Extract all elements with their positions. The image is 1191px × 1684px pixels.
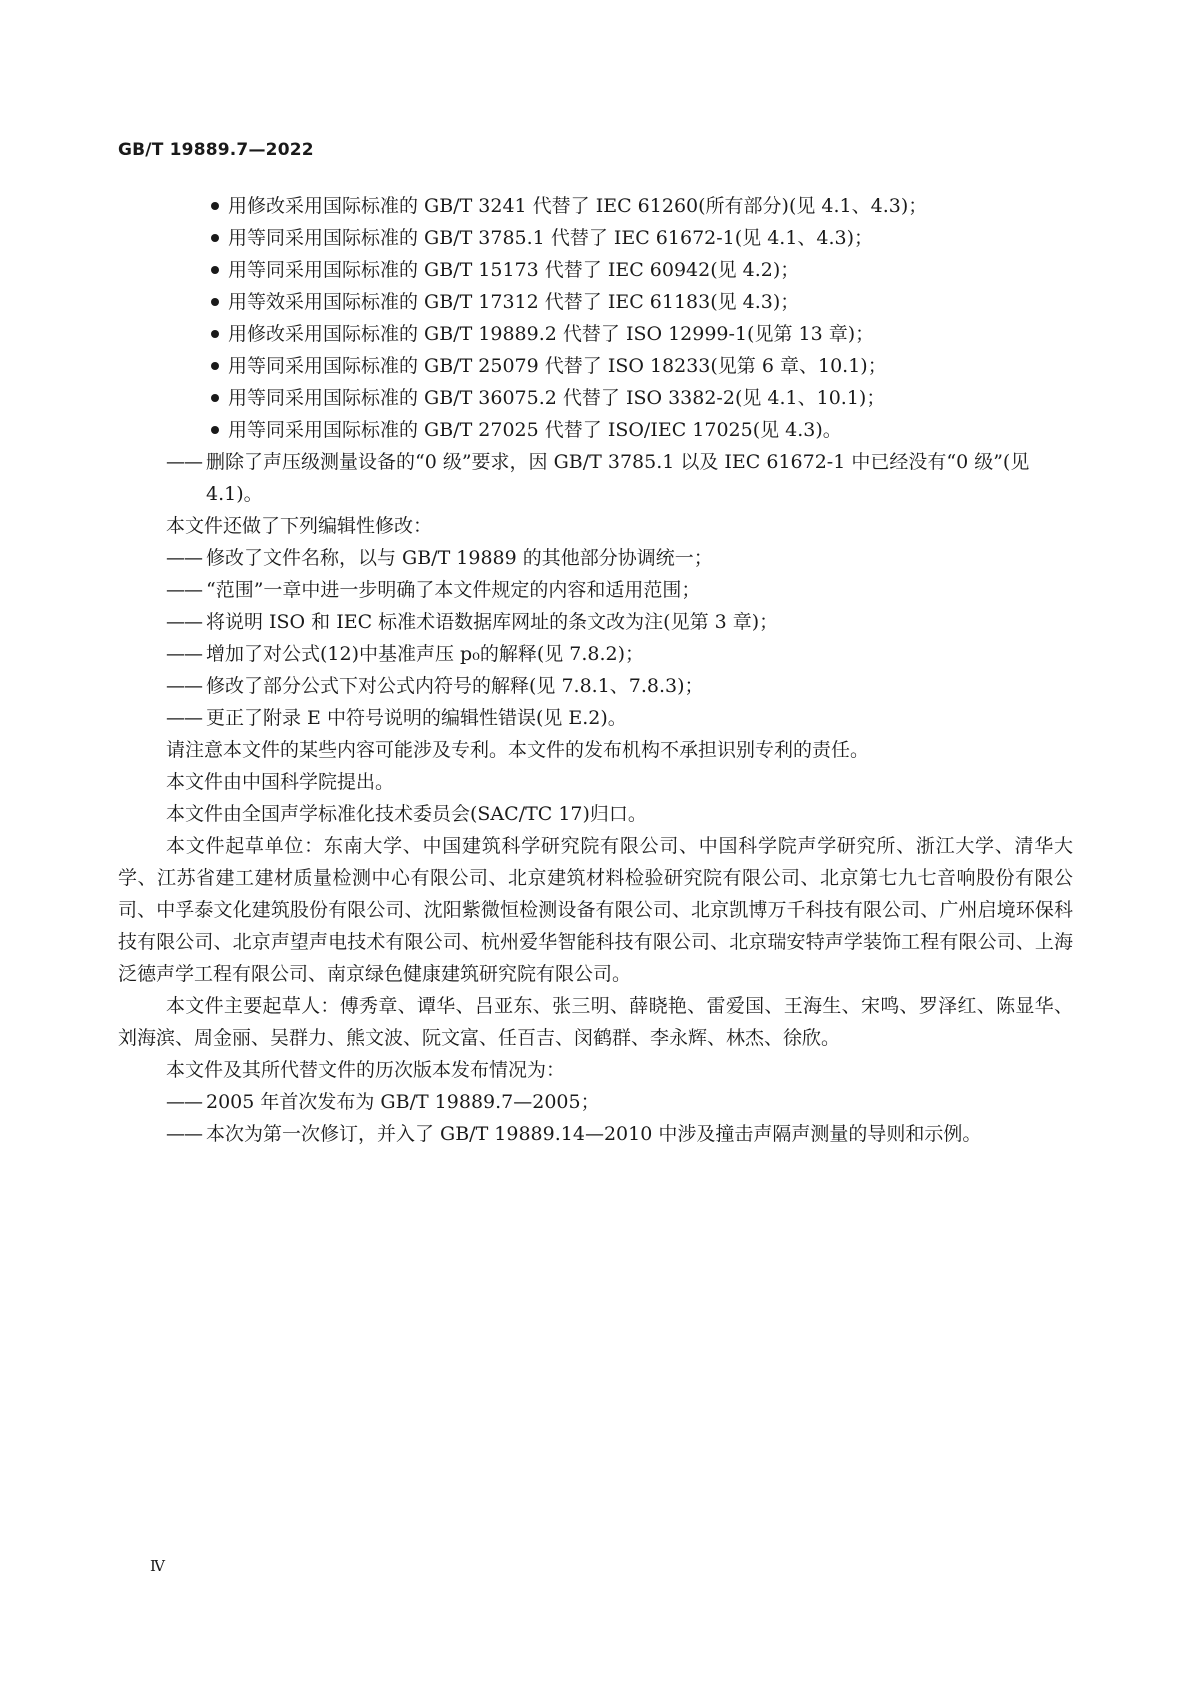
dash-item: —— 本次为第一次修订，并入了 GB/T 19889.14—2010 中涉及撞击声隔声测量的导则和示例。	[166, 1123, 982, 1145]
list-item: 用修改采用国际标准的 GB/T 3241 代替了 IEC 61260(所有部分)(见 4.1、4.3)；	[118, 190, 1073, 222]
page-number: Ⅳ	[150, 1557, 165, 1575]
bullet-icon	[211, 394, 219, 402]
drafters: 本文件主要起草人：傅秀章、谭华、吕亚东、张三明、薛晓艳、雷爱国、王海生、宋鸣、罗泽红、陈显华、刘海滨、周金丽、吴群力、熊文波、阮文富、任百吉、闵鹤群、李永辉、林杰、徐欣。	[118, 995, 1073, 1049]
bullet-icon	[211, 234, 219, 242]
dash-item: —— 更正了附录 E 中符号说明的编辑性错误(见 E.2)。	[166, 707, 627, 729]
proposed-by: 本文件由中国科学院提出。	[166, 771, 395, 793]
patent-note: 请注意本文件的某些内容可能涉及专利。本文件的发布机构不承担识别专利的责任。	[166, 739, 870, 761]
editorial-intro: 本文件还做了下列编辑性修改：	[166, 515, 433, 537]
bullet-icon	[211, 202, 219, 210]
bullet-icon	[211, 362, 219, 370]
list-item: 用等同采用国际标准的 GB/T 27025 代替了 ISO/IEC 17025(见 4.3)。	[118, 414, 1073, 446]
list-item: 用等同采用国际标准的 GB/T 25079 代替了 ISO 18233(见第 6 章、10.1)；	[118, 350, 1073, 382]
dash-item: —— 删除了声压级测量设备的“0 级”要求，因 GB/T 3785.1 以及 IEC 61672-1 中已经没有“0 级”(见 4.1)。	[166, 451, 1030, 505]
document-body	[118, 190, 1073, 1150]
list-item: 用修改采用国际标准的 GB/T 19889.2 代替了 ISO 12999-1(见第 13 章)；	[118, 318, 1073, 350]
list-item: 用等效采用国际标准的 GB/T 17312 代替了 IEC 61183(见 4.3)；	[118, 286, 1073, 318]
history-intro: 本文件及其所代替文件的历次版本发布情况为：	[166, 1059, 566, 1081]
dash-item: —— 修改了部分公式下对公式内符号的解释(见 7.8.1、7.8.3)；	[166, 675, 704, 697]
document-header: GB/T 19889.7—2022	[118, 140, 314, 160]
bullet-icon	[211, 298, 219, 306]
bullet-icon	[211, 426, 219, 434]
bullet-icon	[211, 330, 219, 338]
dash-item: —— 2005 年首次发布为 GB/T 19889.7—2005；	[166, 1091, 600, 1113]
drafting-units: 本文件起草单位：东南大学、中国建筑科学研究院有限公司、中国科学院声学研究所、浙江大学、清华大学、江苏省建工建材质量检测中心有限公司、北京建筑材料检验研究院有限公司、北京第七九七音响股份有限公司、中孚泰文化建筑股份有限公司、沈阳紫微恒检测设备有限公司、北京凯博万千科技有限公司、广州启境环保科技有限公司、北京声望声电技术有限公司、杭州爱华智能科技有限公司、北京瑞安特声学装饰工程有限公司、上海泛德声学工程有限公司、南京绿色健康建筑研究院有限公司。	[118, 835, 1073, 985]
list-item: 用等同采用国际标准的 GB/T 15173 代替了 IEC 60942(见 4.2)；	[118, 254, 1073, 286]
list-item: 用等同采用国际标准的 GB/T 3785.1 代替了 IEC 61672-1(见 4.1、4.3)；	[118, 222, 1073, 254]
under-jurisdiction: 本文件由全国声学标准化技术委员会(SAC/TC 17)归口。	[166, 803, 647, 825]
dash-item: —— 将说明 ISO 和 IEC 标准术语数据库网址的条文改为注(见第 3 章)；	[166, 611, 779, 633]
dash-item: —— 增加了对公式(12)中基准声压 p₀的解释(见 7.8.2)；	[166, 643, 645, 665]
dash-item: —— 修改了文件名称，以与 GB/T 19889 的其他部分协调统一；	[166, 547, 713, 569]
dash-item: —— “范围”一章中进一步明确了本文件规定的内容和适用范围；	[166, 579, 701, 601]
list-item: 用等同采用国际标准的 GB/T 36075.2 代替了 ISO 3382-2(见 4.1、10.1)；	[118, 382, 1073, 414]
bullet-icon	[211, 266, 219, 274]
